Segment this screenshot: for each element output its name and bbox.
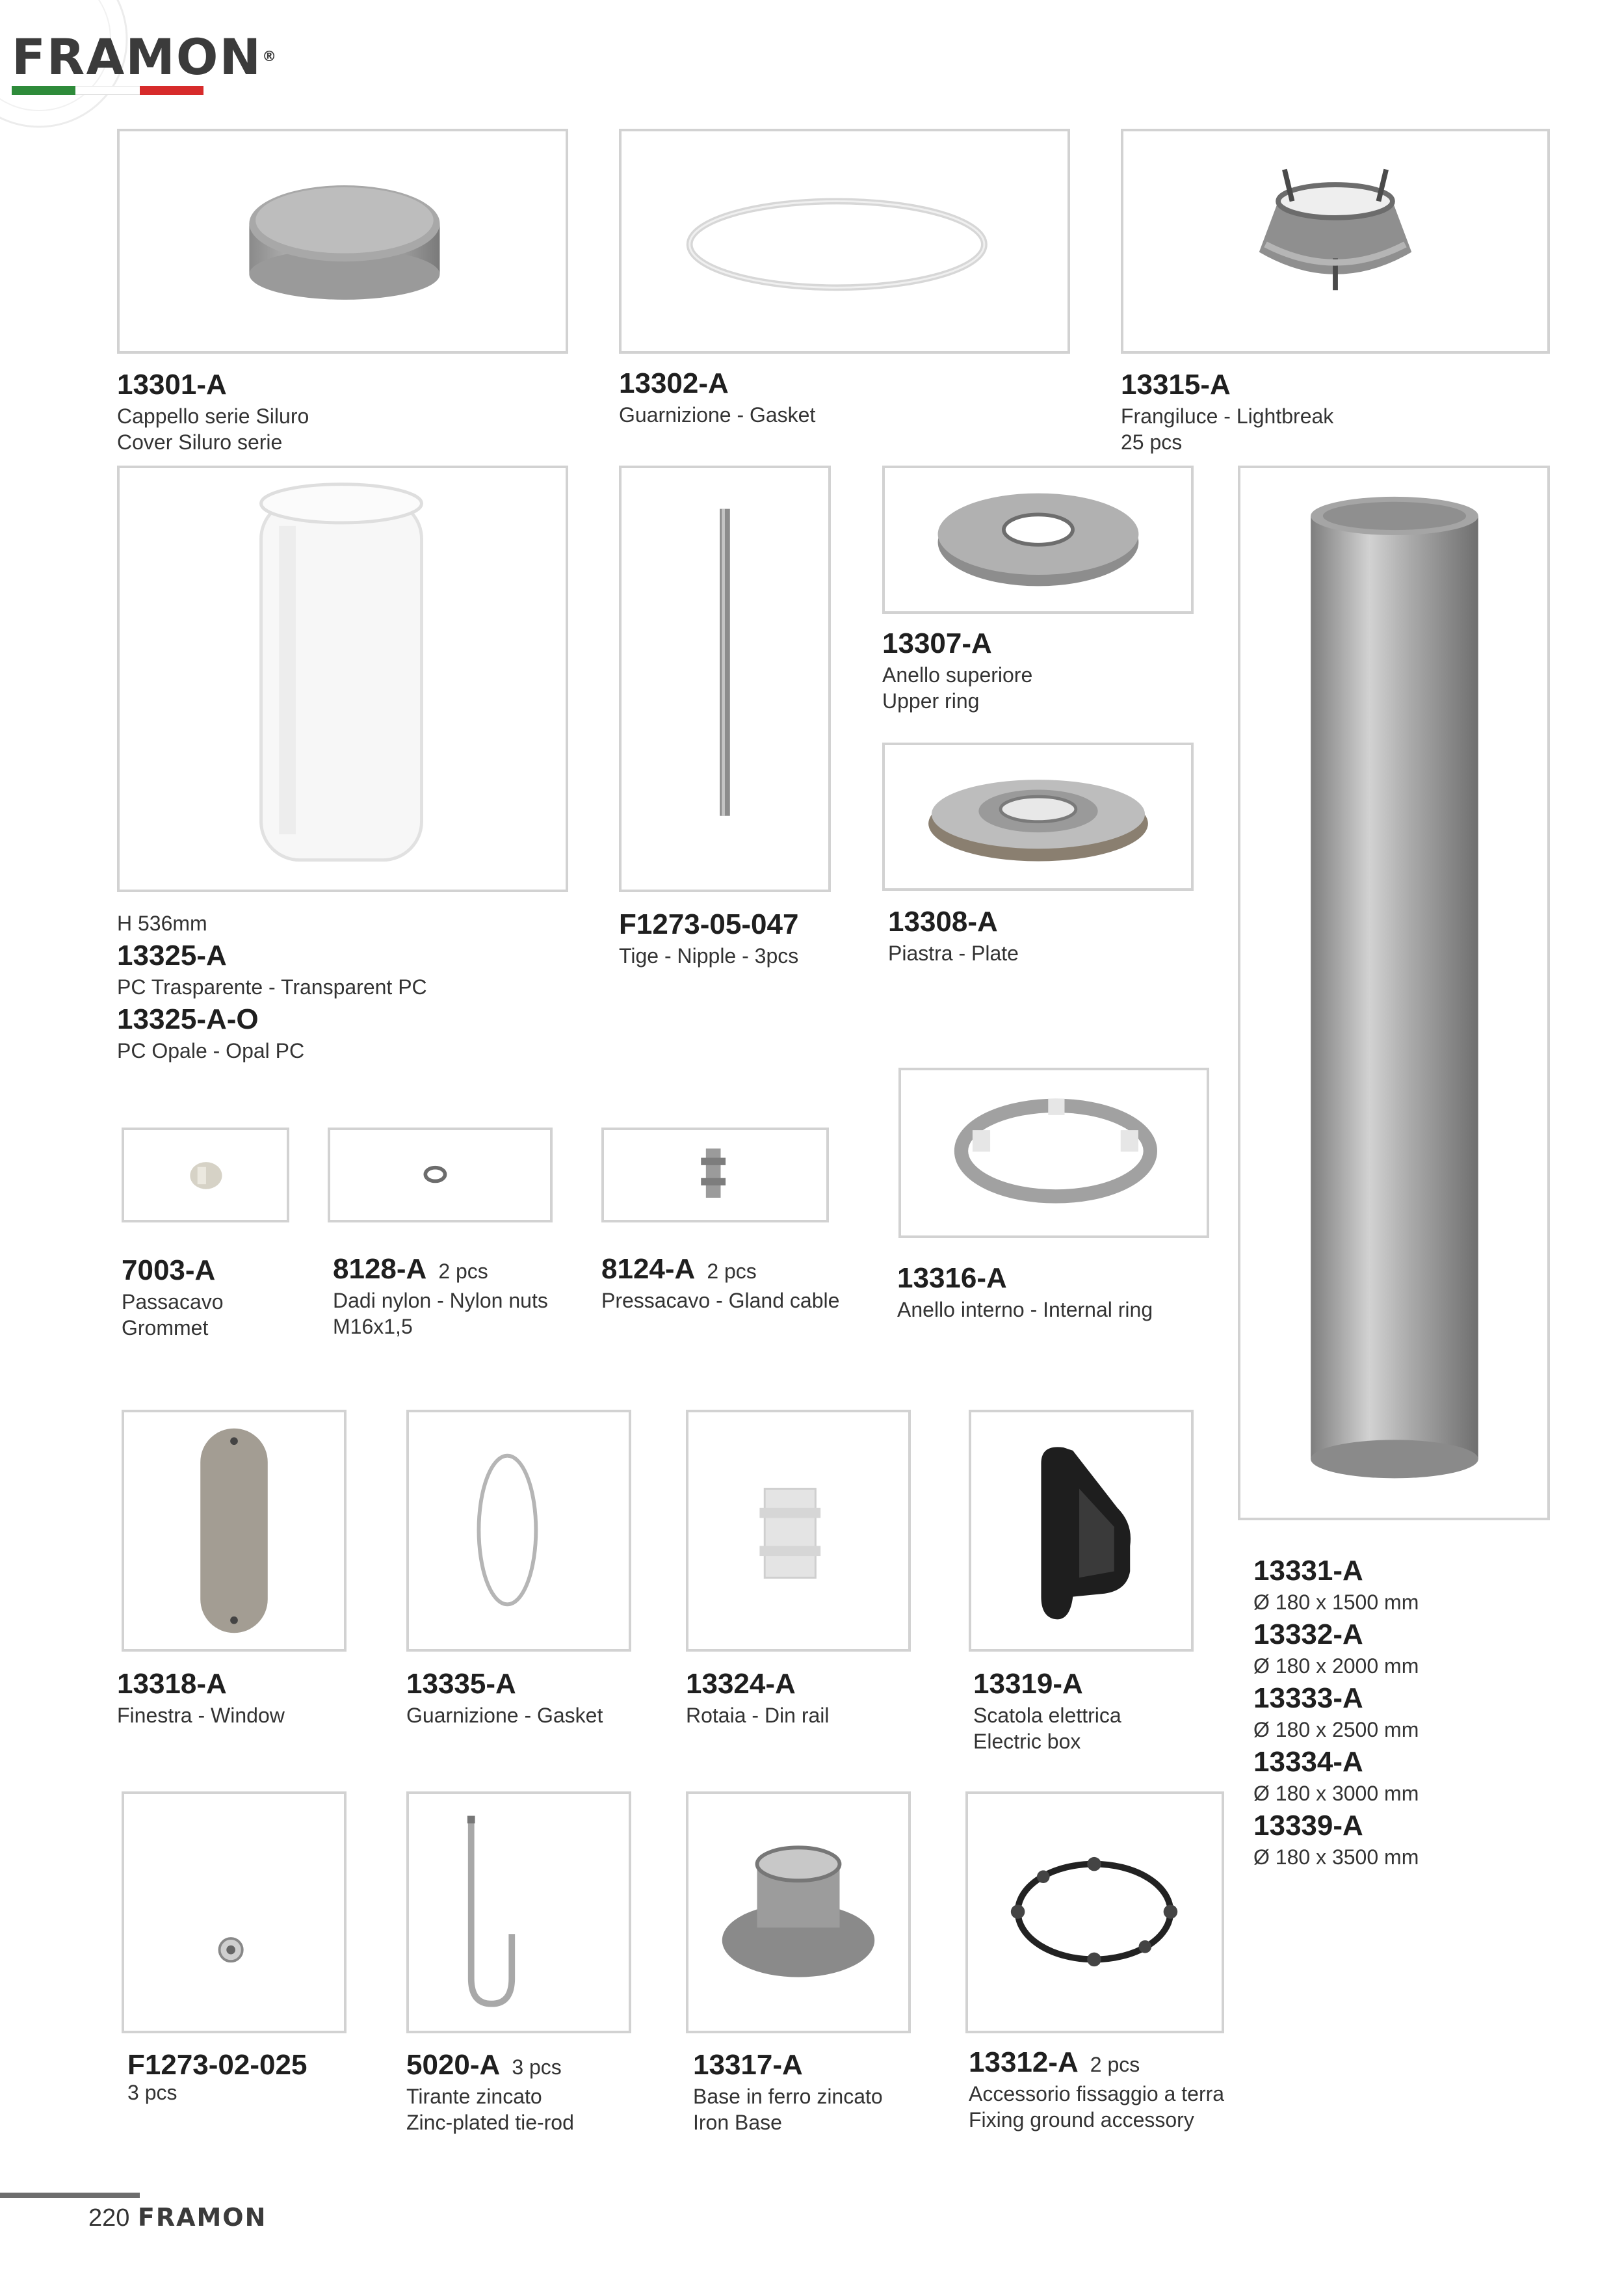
product-image-7003-A (122, 1128, 289, 1222)
product-code: 13335-A (406, 1668, 516, 1700)
product-image-8124-A (601, 1128, 829, 1222)
product-desc-line: Rotaia - Din rail (686, 1704, 830, 1727)
pole-size: Ø 180 x 3000 mm (1253, 1782, 1419, 1805)
product-code: 13316-A (897, 1262, 1007, 1294)
product-desc-line: PC Trasparente - Transparent PC (117, 975, 427, 999)
product-code: 8124-A (601, 1253, 696, 1285)
registered-mark: ® (262, 49, 278, 65)
brand-logo (12, 28, 278, 95)
pole-size: Ø 180 x 3500 mm (1253, 1845, 1419, 1869)
product-desc-line: Cappello serie Siluro (117, 404, 309, 428)
caption-13324-A (686, 1670, 830, 1728)
product-code: 13308-A (888, 906, 998, 938)
product-image-F1273-02-025 (122, 1791, 347, 2033)
product-image-13315-A (1121, 129, 1550, 354)
product-image-13308-A (882, 743, 1194, 891)
product-image-13301-A (117, 129, 568, 354)
product-code: 13317-A (693, 2049, 803, 2081)
product-code: F1273-05-047 (619, 908, 799, 940)
grommet-icon (124, 1130, 287, 1220)
din-rail-icon (688, 1412, 908, 1649)
caption-7003-A (122, 1256, 224, 1341)
pole-caption-list (1253, 1557, 1419, 1870)
pole-icon (1240, 468, 1547, 1518)
pole-code: 13334-A (1253, 1746, 1363, 1778)
product-desc-line: Anello interno - Internal ring (897, 1298, 1153, 1321)
product-code: 8128-A (333, 1253, 427, 1285)
lightbreak-icon (1123, 131, 1547, 351)
product-image-8128-A (328, 1128, 553, 1222)
upper-ring-icon (885, 468, 1191, 611)
product-image-5020-A (406, 1791, 631, 2033)
nut-icon (124, 1794, 344, 2031)
product-code: 5020-A (406, 2049, 501, 2081)
caption-13307-A (882, 629, 1032, 714)
product-desc-line: Cover Siluro serie (117, 430, 283, 454)
product-desc-line: Upper ring (882, 689, 980, 713)
caption-13318-A (117, 1670, 285, 1728)
gasket-oval-icon (409, 1412, 629, 1649)
caption-8124-A (601, 1255, 839, 1313)
product-code: 7003-A (122, 1254, 216, 1286)
caption-13301-A (117, 371, 309, 455)
window-plate-icon (124, 1412, 344, 1649)
product-code: 13319-A (973, 1668, 1083, 1700)
product-code: 13315-A (1121, 369, 1231, 401)
caption-13325-A (117, 910, 427, 1064)
product-desc-line: Frangiluce - Lightbreak (1121, 404, 1334, 428)
product-code: 13312-A (969, 2046, 1079, 2078)
pole-code: 13333-A (1253, 1682, 1363, 1714)
pole-code: 13339-A (1253, 1810, 1363, 1841)
product-desc-line: Anello superiore (882, 663, 1033, 687)
caption-F1273-02-025 (127, 2051, 307, 2105)
product-code: 13307-A (882, 627, 992, 659)
product-desc-line: Guarnizione - Gasket (406, 1704, 603, 1727)
brand-name: FRAMON (12, 28, 263, 86)
caption-8128-A (333, 1255, 548, 1340)
product-code: 13302-A (619, 367, 729, 399)
page-number: 220 (88, 2204, 130, 2232)
pole-size: Ø 180 x 1500 mm (1253, 1590, 1419, 1614)
product-image-pole (1238, 466, 1550, 1520)
product-image-13302-A (619, 129, 1070, 354)
product-qty: 2 pcs (1090, 2053, 1140, 2076)
nipple-rod-icon (622, 468, 828, 890)
plate-icon (885, 745, 1191, 888)
caption-13312-A (969, 2048, 1224, 2133)
pole-code: 13331-A (1253, 1555, 1363, 1587)
product-code: 13301-A (117, 369, 227, 401)
product-desc-line: Grommet (122, 1316, 209, 1340)
italian-flag-stripe (12, 86, 203, 95)
product-qty: 2 pcs (707, 1260, 757, 1283)
caption-5020-A (406, 2051, 574, 2135)
caption-13316-A (897, 1264, 1153, 1323)
caption-13308-A (888, 908, 1019, 966)
product-desc-line: PC Opale - Opal PC (117, 1039, 305, 1062)
product-image-13307-A (882, 466, 1194, 614)
page-footer (88, 2203, 267, 2237)
caption-F1273-05-047 (619, 910, 798, 969)
cap-icon (120, 131, 566, 351)
product-image-13312-A (965, 1791, 1224, 2033)
product-desc-line: Dadi nylon - Nylon nuts (333, 1289, 548, 1312)
fixing-ring-icon (968, 1794, 1222, 2031)
product-desc-line: Fixing ground accessory (969, 2108, 1194, 2131)
caption-13319-A (973, 1670, 1121, 1754)
product-code: F1273-02-025 (127, 2049, 308, 2081)
product-desc-line: Base in ferro zincato (693, 2085, 883, 2108)
product-desc-line: Guarnizione - Gasket (619, 403, 816, 427)
nylon-nut-icon (330, 1130, 550, 1220)
product-desc-line: Iron Base (693, 2111, 782, 2134)
product-desc-line: Finestra - Window (117, 1704, 285, 1727)
product-qty: 2 pcs (438, 1260, 488, 1283)
product-image-13317-A (686, 1791, 911, 2033)
pole-size: Ø 180 x 2500 mm (1253, 1718, 1419, 1741)
product-desc-line: Tirante zincato (406, 2085, 542, 2108)
product-desc-line: Accessorio fissaggio a terra (969, 2082, 1225, 2105)
product-image-13318-A (122, 1410, 347, 1652)
product-desc-line: M16x1,5 (333, 1315, 413, 1338)
product-desc-line: 25 pcs (1121, 430, 1183, 454)
product-desc-line: Tige - Nipple - 3pcs (619, 944, 799, 968)
caption-13335-A (406, 1670, 603, 1728)
electric-box-icon (971, 1412, 1191, 1649)
iron-base-icon (688, 1794, 908, 2031)
caption-13302-A (619, 369, 815, 428)
pole-code: 13332-A (1253, 1618, 1363, 1650)
footer-brand: FRAMON (137, 2203, 267, 2232)
product-qty: 3 pcs (512, 2055, 562, 2079)
product-image-13335-A (406, 1410, 631, 1652)
product-desc-line: Zinc-plated tie-rod (406, 2111, 574, 2134)
height-note: H 536mm (117, 912, 207, 935)
product-image-13325-A (117, 466, 568, 892)
transparent-tube-icon (120, 468, 566, 890)
product-image-F1273-05-047 (619, 466, 831, 892)
product-code: 13325-A (117, 940, 227, 971)
product-image-13319-A (969, 1410, 1194, 1652)
product-desc-line: Electric box (973, 1730, 1081, 1753)
pole-size: Ø 180 x 2000 mm (1253, 1654, 1419, 1678)
product-image-13324-A (686, 1410, 911, 1652)
product-code: 13324-A (686, 1668, 796, 1700)
product-desc-line: Scatola elettrica (973, 1704, 1121, 1727)
product-code-variant: 13325-A-O (117, 1003, 259, 1035)
product-desc-line: 3 pcs (127, 2081, 177, 2104)
gasket-ring-icon (622, 131, 1067, 351)
product-desc-line: Passacavo (122, 1290, 224, 1313)
gland-cable-icon (604, 1130, 826, 1220)
tie-rod-icon (409, 1794, 629, 2031)
caption-13317-A (693, 2051, 883, 2135)
product-image-13316-A (898, 1068, 1209, 1238)
footer-rule (0, 2193, 140, 2198)
product-code: 13318-A (117, 1668, 227, 1700)
caption-13315-A (1121, 371, 1333, 455)
internal-ring-icon (901, 1070, 1207, 1235)
product-desc-line: Pressacavo - Gland cable (601, 1289, 840, 1312)
product-desc-line: Piastra - Plate (888, 942, 1019, 965)
